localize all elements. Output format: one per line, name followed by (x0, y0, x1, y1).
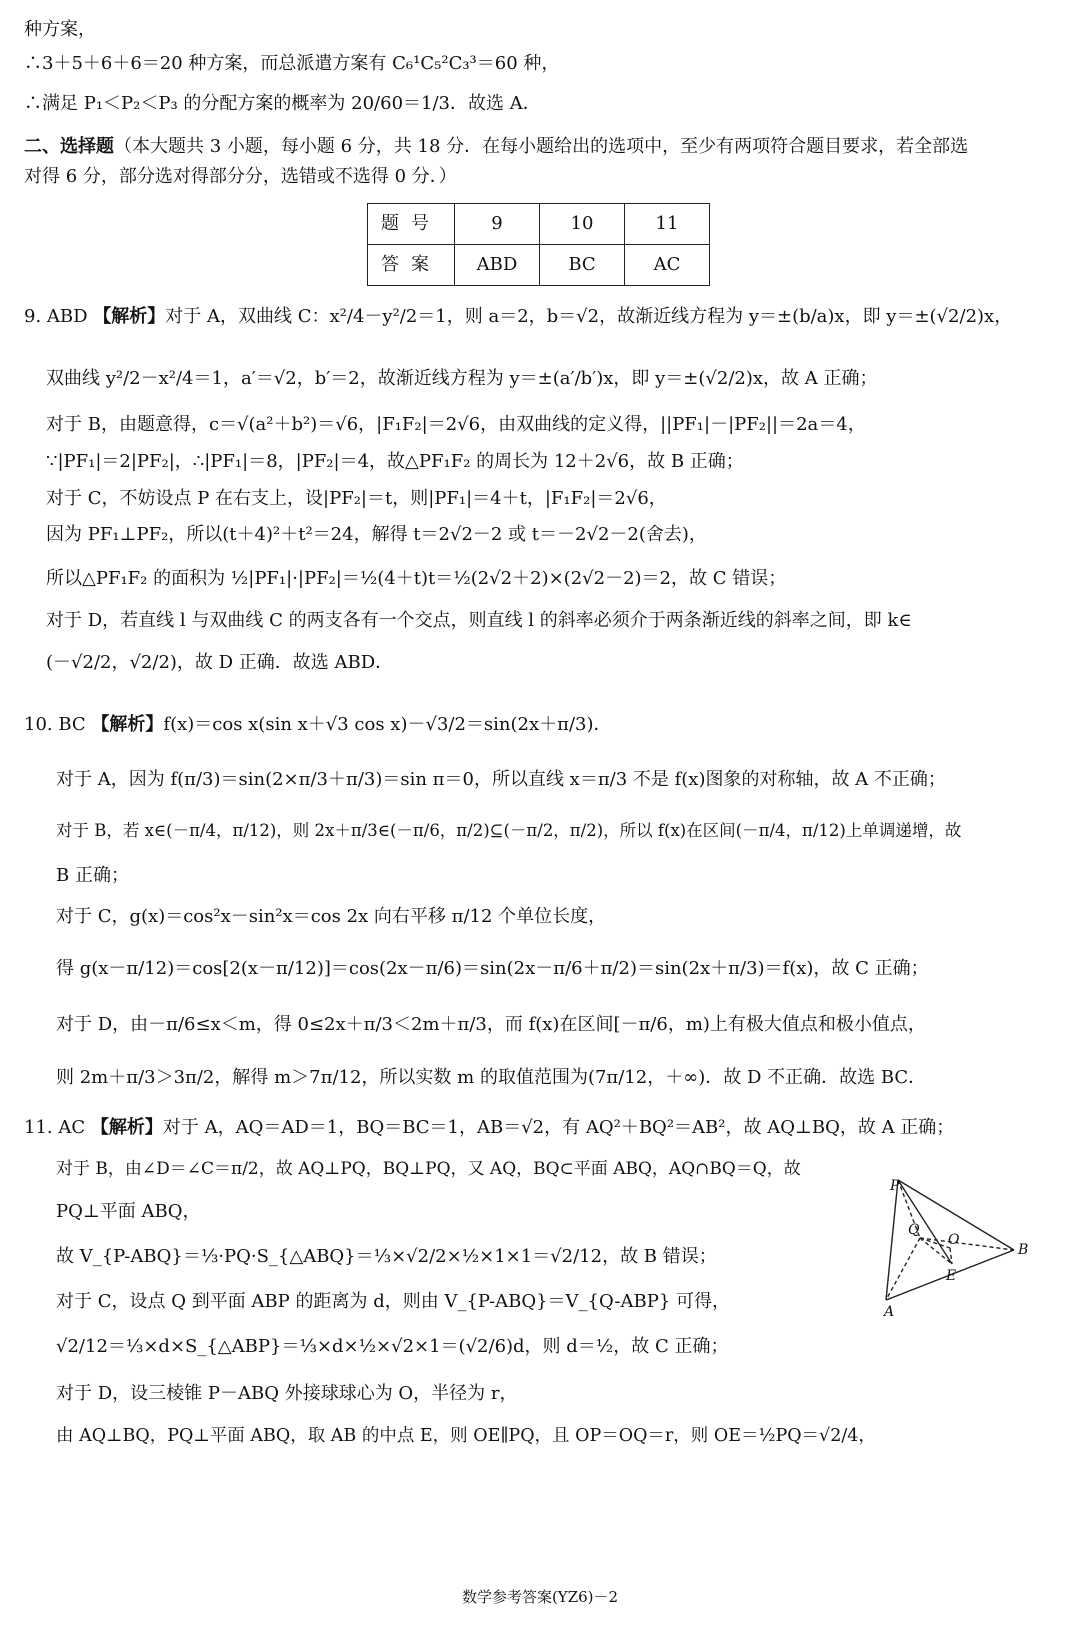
q11-number: 11. AC (24, 1117, 86, 1138)
table-cell: 9 (455, 204, 540, 245)
text-line: 则 2m＋π/3＞3π/2，解得 m＞7π/12，所以实数 m 的取值范围为(7π/12，＋∞)．故 D 不正确．故选 BC． (56, 1067, 927, 1088)
text-line: 对于 C，g(x)＝cos²x－sin²x＝cos 2x 向右平移 π/12 个单位长度， (56, 906, 607, 927)
text-line: 对得 6 分，部分选对得部分分，选错或不选得 0 分．） (24, 166, 457, 187)
q10-number: 10. BC (24, 714, 86, 735)
q11-tag: 【解析】 (90, 1117, 163, 1138)
section-desc: （本大题共 3 小题，每小题 6 分，共 18 分．在每小题给出的选项中，至少有两项符合题目要求，若全部选 (114, 136, 969, 157)
text-line: (－√2/2，√2/2)，故 D 正确．故选 ABD． (46, 652, 394, 673)
text-line: 对于 D，设三棱锥 P－ABQ 外接球球心为 O，半径为 r， (56, 1383, 518, 1404)
q9-tag: 【解析】 (93, 306, 166, 327)
text-line: 对于 D，若直线 l 与双曲线 C 的两支各有一个交点，则直线 l 的斜率必须介于两条渐近线的斜率之间，即 k∈ (46, 610, 912, 631)
answer-table (367, 203, 710, 286)
table-cell: AC (625, 245, 710, 286)
text-line: 对于 B，若 x∈(－π/4，π/12)，则 2x＋π/3∈(－π/6，π/2)⊆(－π/2，π/2)，所以 f(x)在区间(－π/4，π/12)上单调递增，故 (56, 821, 962, 840)
tetrahedron-figure (886, 1180, 1036, 1320)
edge-qb (920, 1238, 1014, 1250)
text-line: B 正确； (56, 865, 129, 886)
text-line: √2/12＝⅓×d×S_{△ABP}＝⅓×d×½×√2×1＝(√2/6)d，则 d＝½，故 C 正确； (56, 1336, 729, 1357)
page-footer: 数学参考答案(YZ6)－2 (461, 1588, 619, 1606)
label-p: P (890, 1178, 900, 1194)
text-line: 所以△PF₁F₂ 的面积为 ½|PF₁|·|PF₂|＝½(4＋t)t＝½(2√2＋2)×(2√2－2)＝2，故 C 错误； (46, 568, 787, 589)
text-line: PQ⊥平面 ABQ， (56, 1201, 201, 1222)
text-line: ∴满足 P₁＜P₂＜P₃ 的分配方案的概率为 20/60＝1/3．故选 A． (24, 93, 541, 114)
table-cell: BC (540, 245, 625, 286)
q10-first-line (24, 713, 612, 736)
q9-first-line (24, 305, 1012, 328)
table-cell: 11 (625, 204, 710, 245)
q11-text: 对于 A，AQ＝AD＝1，BQ＝BC＝1，AB＝√2，有 AQ²＋BQ²＝AB²，故 AQ⊥BQ，故 A 正确； (162, 1117, 955, 1138)
edge-pe (898, 1180, 952, 1264)
text-line: 对于 B，由∠D＝∠C＝π/2，故 AQ⊥PQ，BQ⊥PQ，又 AQ，BQ⊂平面 ABQ，AQ∩BQ＝Q，故 (56, 1159, 801, 1179)
section-header (24, 135, 968, 158)
q10-tag: 【解析】 (91, 714, 164, 735)
table-row (368, 204, 710, 245)
q9-text: 对于 A，双曲线 C：x²/4－y²/2＝1，则 a＝2，b＝√2，故渐近线方程为 y＝±(b/a)x，即 y＝±(√2/2)x， (165, 306, 1013, 327)
table-cell: 答案 (368, 245, 455, 286)
text-line: 对于 D，由－π/6≤x＜m，得 0≤2x＋π/3＜2m＋π/3，而 f(x)在区间[－π/6，m)上有极大值点和极小值点， (56, 1014, 926, 1035)
text-line: 种方案， (24, 19, 96, 40)
table-cell: 题号 (368, 204, 455, 245)
text-line: 对于 A，因为 f(π/3)＝sin(2×π/3＋π/3)＝sin π＝0，所以直线 x＝π/3 不是 f(x)图象的对称轴，故 A 不正确； (56, 769, 946, 790)
section-title: 二、选择题 (24, 136, 114, 157)
q11-first-line (24, 1116, 954, 1139)
table-row (368, 245, 710, 286)
q10-text: f(x)＝cos x(sin x＋√3 cos x)－√3/2＝sin(2x＋π/3)． (163, 714, 612, 735)
label-a: A (884, 1304, 895, 1320)
text-line: 对于 C，不妨设点 P 在右支上，设|PF₂|＝t，则|PF₁|＝4＋t，|F₁F₂|＝2√6， (46, 488, 667, 509)
text-line: 由 AQ⊥BQ，PQ⊥平面 ABQ，取 AB 的中点 E，则 OE∥PQ，且 OP＝OQ＝r，则 OE＝½PQ＝√2/4， (56, 1426, 876, 1446)
text-line: 因为 PF₁⊥PF₂，所以(t＋4)²＋t²＝24，解得 t＝2√2－2 或 t＝－2√2－2(舍去)， (46, 524, 707, 545)
table-cell: 10 (540, 204, 625, 245)
table-cell: ABD (455, 245, 540, 286)
text-line: 故 V_{P-ABQ}＝⅓·PQ·S_{△ABQ}＝⅓×√2/2×½×1×1＝√2/12，故 B 错误； (56, 1246, 717, 1267)
text-line: 得 g(x－π/12)＝cos[2(x－π/12)]＝cos(2x－π/6)＝sin(2x－π/6＋π/2)＝sin(2x＋π/3)＝f(x)，故 C 正确； (56, 958, 929, 979)
q9-number: 9. ABD (24, 306, 88, 327)
text-line: ∴3＋5＋6＋6＝20 种方案，而总派遣方案有 C₆¹C₅²C₃³＝60 种， (24, 53, 560, 74)
label-e: E (946, 1268, 957, 1284)
text-line: 对于 C，设点 Q 到平面 ABP 的距离为 d，则由 V_{P-ABQ}＝V_{Q-ABP} 可得， (56, 1291, 730, 1312)
text-line: 双曲线 y²/2－x²/4＝1，a′＝√2，b′＝2，故渐近线方程为 y＝±(a′/b′)x，即 y＝±(√2/2)x，故 A 正确； (46, 368, 878, 389)
label-q: Q (908, 1222, 920, 1238)
label-b: B (1018, 1242, 1029, 1258)
text-line: 对于 B，由题意得，c＝√(a²＋b²)＝√6，|F₁F₂|＝2√6，由双曲线的定义得，||PF₁|－|PF₂||＝2a＝4， (46, 414, 866, 435)
text-line: ∵|PF₁|＝2|PF₂|，∴|PF₁|＝8，|PF₂|＝4，故△PF₁F₂ 的周长为 12＋2√6，故 B 正确； (46, 451, 744, 472)
label-o: O (948, 1232, 960, 1248)
